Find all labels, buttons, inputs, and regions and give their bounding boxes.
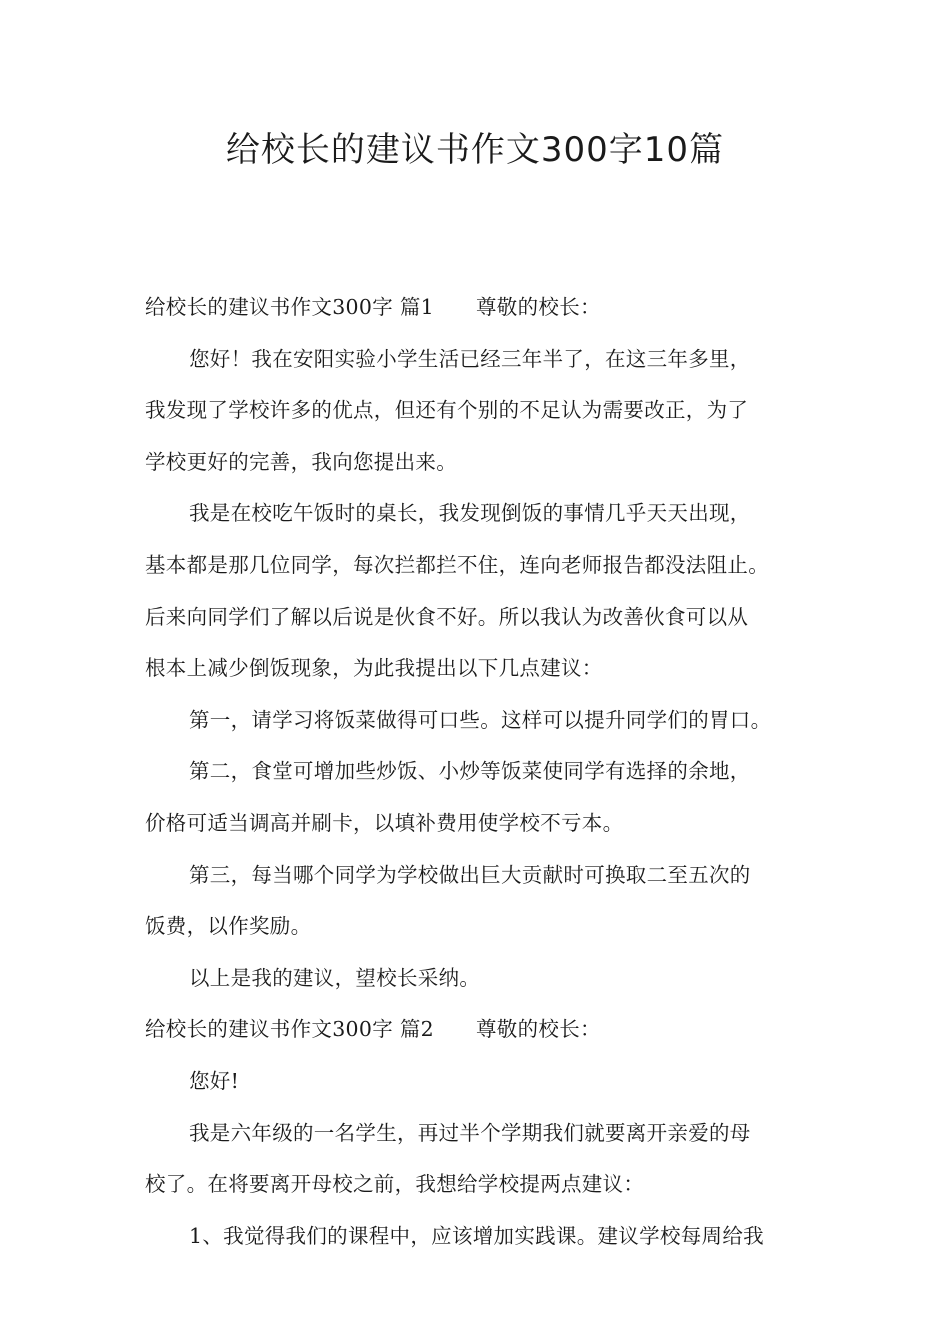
- section-heading-title: 给校长的建议书作文300字 篇2: [145, 1017, 434, 1042]
- paragraph-line: 后来向同学们了解以后说是伙食不好。所以我认为改善伙食可以从: [145, 604, 749, 629]
- section-heading: [145, 282, 825, 334]
- paragraph-line: 学校更好的完善，我向您提出来。: [145, 449, 457, 474]
- paragraph-line: 校了。在将要离开母校之前，我想给学校提两点建议：: [145, 1172, 645, 1197]
- paragraph-first-line: 您好!: [189, 1068, 240, 1093]
- paragraph-first-line: 第二，食堂可增加些炒饭、小炒等饭菜使同学有选择的余地，: [189, 759, 751, 784]
- paragraph-line: 价格可适当调高并刷卡，以填补费用使学校不亏本。: [145, 810, 624, 835]
- paragraph-line: 饭费，以作奖励。: [145, 914, 312, 939]
- paragraph-first-line: 您好！我在安阳实验小学生活已经三年半了，在这三年多里，: [189, 346, 751, 371]
- document-title: 给校长的建议书作文300字10篇: [225, 130, 725, 170]
- paragraph-first-line: 第一，请学习将饭菜做得可口些。这样可以提升同学们的胃口。: [189, 707, 772, 732]
- salutation: 尊敬的校长：: [476, 295, 601, 319]
- paragraph-first-line: 以上是我的建议，望校长采纳。: [189, 965, 481, 990]
- salutation: 尊敬的校长：: [476, 1017, 601, 1042]
- paragraph-line: 基本都是那几位同学，每次拦都拦不住，连向老师报告都没法阻止。: [145, 552, 769, 577]
- paragraph-first-line: 第三，每当哪个同学为学校做出巨大贡献时可换取二至五次的: [189, 862, 751, 887]
- paragraph-first-line: 我是六年级的一名学生，再过半个学期我们就要离开亲爱的母: [189, 1120, 751, 1145]
- paragraph-first-line: 我是在校吃午饭时的桌长，我发现倒饭的事情几乎天天出现，: [189, 501, 751, 526]
- paragraph-line: 我发现了学校许多的优点，但还有个别的不足认为需要改正，为了: [145, 398, 749, 423]
- section-heading-title: 给校长的建议书作文300字 篇1: [145, 295, 434, 319]
- section-heading: [145, 1004, 825, 1056]
- paragraph-line: 根本上减少倒饭现象，为此我提出以下几点建议：: [145, 656, 603, 681]
- paragraph-first-line: 1、我觉得我们的课程中，应该增加实践课。建议学校每周给我: [189, 1223, 764, 1248]
- document-body: [145, 282, 825, 1262]
